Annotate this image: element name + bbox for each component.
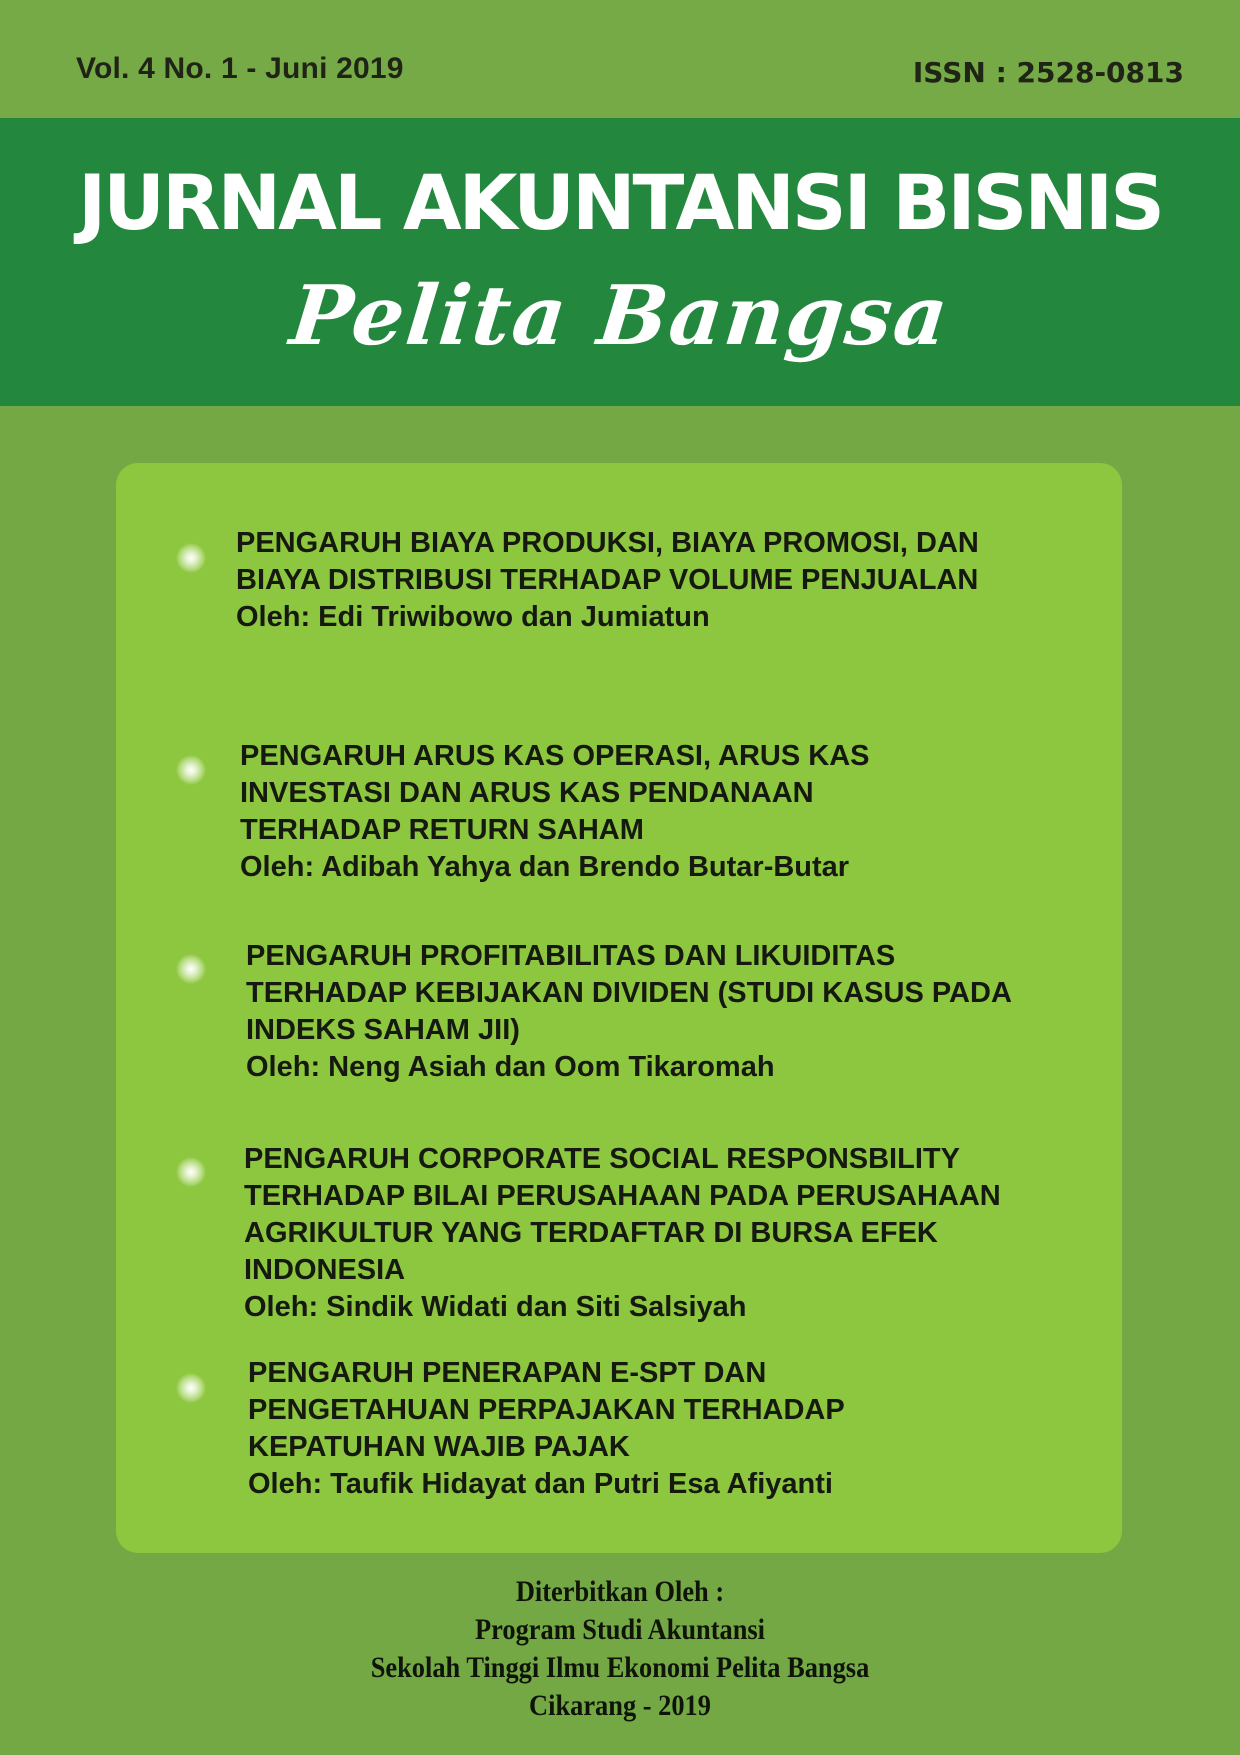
article-text (244, 1141, 1044, 1326)
article-author: Oleh: Edi Triwibowo dan Jumiatun (236, 601, 710, 633)
journal-subtitle: Pelita Bangsa (285, 268, 955, 364)
article-title: PENGARUH PROFITABILITAS DAN LIKUIDITAS TERHADAP KEBIJAKAN DIVIDEN (STUDI KASUS PADA INDEKS SAHAM JII) (246, 940, 1011, 1046)
publisher-place-year: Cikarang - 2019 (529, 1689, 711, 1722)
masthead-banner (0, 118, 1240, 406)
bullet-dot-icon (176, 755, 206, 785)
publisher-heading: Diterbitkan Oleh : (515, 1575, 725, 1608)
article-author: Oleh: Taufik Hidayat dan Putri Esa Afiyanti (248, 1468, 833, 1500)
journal-title: JURNAL AKUNTANSI BISNIS (78, 158, 1162, 247)
articles-panel (116, 463, 1122, 1553)
article-text (248, 1355, 948, 1503)
article-title: PENGARUH PENERAPAN E-SPT DAN PENGETAHUAN PERPAJAKAN TERHADAP KEPATUHAN WAJIB PAJAK (248, 1357, 845, 1463)
article-author: Oleh: Adibah Yahya dan Brendo Butar-Butar (240, 851, 850, 883)
article-title: PENGARUH BIAYA PRODUKSI, BIAYA PROMOSI, DAN BIAYA DISTRIBUSI TERHADAP VOLUME PENJUALAN (236, 527, 979, 596)
bullet-dot-icon (176, 1157, 206, 1187)
volume-label: Vol. 4 No. 1 - Juni 2019 (76, 52, 404, 85)
article-text (236, 525, 996, 636)
bullet-dot-icon (176, 1373, 206, 1403)
article-title: PENGARUH CORPORATE SOCIAL RESPONSBILITY TERHADAP BILAI PERUSAHAAN PADA PERUSAHAAN AGRIKULTUR YANG TERDAFTAR DI BURSA EFEK INDONESIA (244, 1143, 1001, 1286)
article-author: Oleh: Neng Asiah dan Oom Tikaromah (246, 1051, 775, 1083)
article-text (240, 738, 980, 886)
publisher-program: Program Studi Akuntansi (475, 1613, 765, 1646)
issn-label: ISSN : 2528-0813 (912, 56, 1184, 89)
bullet-dot-icon (176, 954, 206, 984)
article-title: PENGARUH ARUS KAS OPERASI, ARUS KAS INVESTASI DAN ARUS KAS PENDANAAN TERHADAP RETURN SAHAM (240, 740, 870, 846)
article-author: Oleh: Sindik Widati dan Siti Salsiyah (244, 1291, 747, 1323)
article-text (246, 938, 1046, 1086)
publisher-block (0, 1573, 1240, 1725)
top-bar (0, 0, 1240, 118)
bullet-dot-icon (176, 543, 206, 573)
publisher-institution: Sekolah Tinggi Ilmu Ekonomi Pelita Bangsa (370, 1651, 870, 1684)
